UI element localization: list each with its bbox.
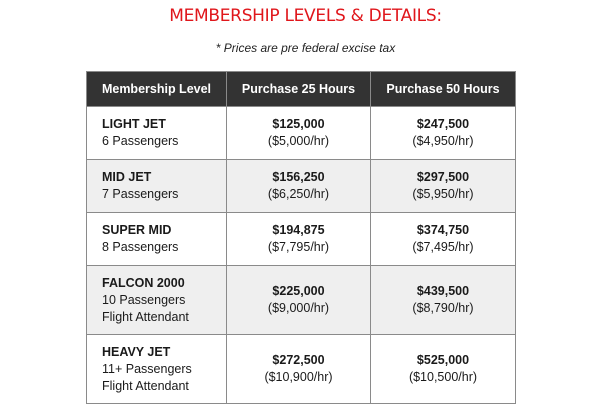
p25-price: $125,000 [272, 117, 325, 131]
level-detail: 10 Passengers [102, 292, 186, 307]
p50-cell [371, 160, 516, 213]
p25-rate: ($7,795/hr) [267, 240, 330, 254]
tax-note: * Prices are pre federal excise tax [215, 41, 396, 55]
p50-rate: ($4,950/hr) [412, 134, 474, 148]
level-name: FALCON 2000 [102, 275, 185, 290]
level-detail: Flight Attendant [102, 309, 189, 324]
p25-price: $225,000 [272, 284, 325, 298]
p50-cell [371, 213, 516, 266]
p25-cell [227, 213, 371, 266]
level-detail: 6 Passengers [102, 134, 179, 148]
table-row [87, 335, 516, 404]
p50-rate: ($10,500/hr) [408, 370, 478, 384]
p50-price: $525,000 [416, 353, 470, 367]
table-row [87, 107, 516, 160]
level-detail: 7 Passengers [102, 187, 179, 201]
p25-cell [227, 266, 371, 335]
p50-price: $374,750 [416, 223, 470, 237]
p25-rate: ($6,250/hr) [267, 187, 330, 201]
p25-price: $156,250 [272, 170, 325, 184]
p25-rate: ($5,000/hr) [267, 134, 330, 148]
p50-cell [371, 107, 516, 160]
level-cell [87, 160, 227, 213]
p25-price: $272,500 [272, 353, 325, 367]
table-row [87, 266, 516, 335]
p25-rate: ($9,000/hr) [267, 301, 330, 315]
level-name: SUPER MID [102, 223, 172, 237]
p50-price: $439,500 [416, 284, 470, 298]
level-name: LIGHT JET [102, 117, 166, 131]
level-name: MID JET [102, 170, 152, 184]
level-detail: 8 Passengers [102, 240, 179, 254]
header-purchase-25: Purchase 25 Hours [227, 72, 371, 107]
table-row [87, 160, 516, 213]
p50-rate: ($7,495/hr) [412, 240, 474, 254]
p50-price: $297,500 [416, 170, 470, 184]
level-detail: Flight Attendant [102, 378, 189, 393]
level-cell [87, 335, 227, 404]
p50-cell [371, 335, 516, 404]
p50-rate: ($5,950/hr) [412, 187, 474, 201]
p25-rate: ($10,900/hr) [264, 370, 333, 384]
table-header-row [87, 72, 516, 107]
level-detail: 11+ Passengers [102, 361, 192, 376]
p50-price: $247,500 [416, 117, 470, 131]
p25-cell [227, 335, 371, 404]
p25-cell [227, 160, 371, 213]
level-cell [87, 213, 227, 266]
header-membership-level: Membership Level [87, 72, 227, 107]
level-cell [87, 266, 227, 335]
table-row [87, 213, 516, 266]
p25-cell [227, 107, 371, 160]
level-name: HEAVY JET [102, 344, 171, 359]
p50-rate: ($8,790/hr) [412, 301, 474, 315]
header-purchase-50: Purchase 50 Hours [371, 72, 516, 107]
p25-price: $194,875 [272, 223, 325, 237]
p50-cell [371, 266, 516, 335]
membership-table [86, 71, 516, 404]
level-cell [87, 107, 227, 160]
page-title: MEMBERSHIP LEVELS & DETAILS: [169, 6, 442, 26]
